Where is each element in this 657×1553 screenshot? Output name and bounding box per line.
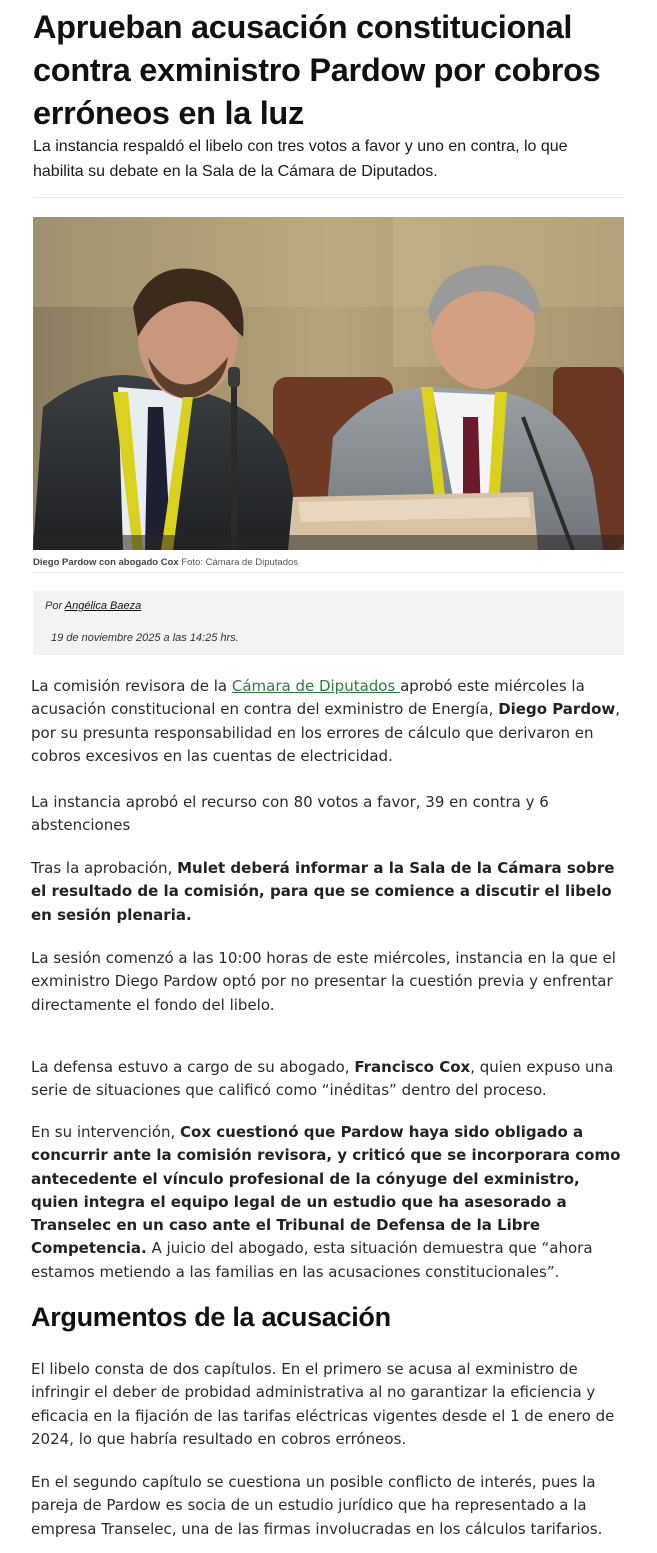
paragraph-5 <box>31 1056 627 1103</box>
caption-credit: Foto: Cámara de Diputados <box>181 557 299 568</box>
article-photo[interactable] <box>33 217 624 550</box>
paragraph-1 <box>31 675 627 768</box>
camara-link[interactable]: Cámara de Diputados <box>231 677 401 695</box>
bold-text: Cox cuestionó que Pardow haya sido obligado a concurrir ante la comisión revisora, y criticó que se incorporara como antecedente el vínculo profesional de la cónyuge del exministro, quien integra el equipo legal de un estudio que ha asesorado a Transelec en un caso ante el Tribunal de Defensa de la Libre Competencia. <box>31 1123 621 1258</box>
text: Tras la aprobación, <box>31 859 178 877</box>
byline <box>45 600 141 612</box>
text: , quien expuso una serie de situaciones que calificó como “inéditas” dentro del proceso. <box>31 1058 614 1100</box>
caption-subject: Diego Pardow con abogado Cox <box>33 557 179 568</box>
divider <box>33 572 624 573</box>
text: , por su presunta responsabilidad en los errores de cálculo que derivaron en cobros excesivos en las cuentas de electricidad. <box>31 700 621 765</box>
text: La defensa estuvo a cargo de su abogado, <box>31 1058 355 1076</box>
text: aprobó este miércoles la acusación constitucional en contra del exministro de Energía, <box>31 677 585 719</box>
byline-prefix: Por <box>45 600 63 612</box>
text: A juicio del abogado, esta situación demuestra que “ahora estamos metiendo a las familias en las acusaciones constitucionales”. <box>31 1239 593 1281</box>
divider <box>33 197 624 198</box>
byline-box <box>33 590 624 655</box>
bold-text: Mulet deberá informar a la Sala de la Cámara sobre el resultado de la comisión, para que se comience a discutir el libelo en sesión plenaria. <box>31 859 615 924</box>
article-headline: Aprueban acusación constitucional contra exministro Pardow por cobros erróneos en la luz <box>33 9 601 131</box>
section-heading: Argumentos de la acusación <box>31 1302 391 1332</box>
bold-text: Diego Pardow <box>498 700 616 719</box>
photo-caption <box>33 557 624 568</box>
text: En su intervención, <box>31 1123 181 1141</box>
text: La comisión revisora de la <box>31 677 232 695</box>
paragraph-2: La instancia aprobó el recurso con 80 votos a favor, 39 en contra y 6 abstenciones <box>31 793 549 835</box>
paragraph-6 <box>31 1121 627 1284</box>
paragraph-7: El libelo consta de dos capítulos. En el primero se acusa al exministro de infringir el deber de probidad administrativa al no garantizar la eficiencia y eficacia en la fijación de las tarifas eléctricas vigentes desde el 1 de enero de 2024, lo que habría resultado en cobros erróneos. <box>31 1360 615 1448</box>
paragraph-4: La sesión comenzó a las 10:00 horas de este miércoles, instancia en la que el exministro Diego Pardow optó por no presentar la cuestión previa y enfrentar directamente el fondo del libelo. <box>31 949 616 1014</box>
publish-date: 19 de noviembre 2025 a las 14:25 hrs. <box>51 632 239 644</box>
paragraph-3 <box>31 857 627 927</box>
bold-text: Francisco Cox <box>354 1058 471 1076</box>
paragraph-8: En el segundo capítulo se cuestiona un posible conflicto de interés, pues la pareja de Pardow es socia de un estudio jurídico que ha representado a la empresa Transelec, una de las firmas involucradas en los cálculos tarifarios. <box>31 1473 603 1538</box>
article-subhead: La instancia respaldó el libelo con tres votos a favor y uno en contra, lo que habilita su debate en la Sala de la Cámara de Diputados. <box>33 138 568 180</box>
author-link[interactable]: Angélica Baeza <box>64 600 142 612</box>
